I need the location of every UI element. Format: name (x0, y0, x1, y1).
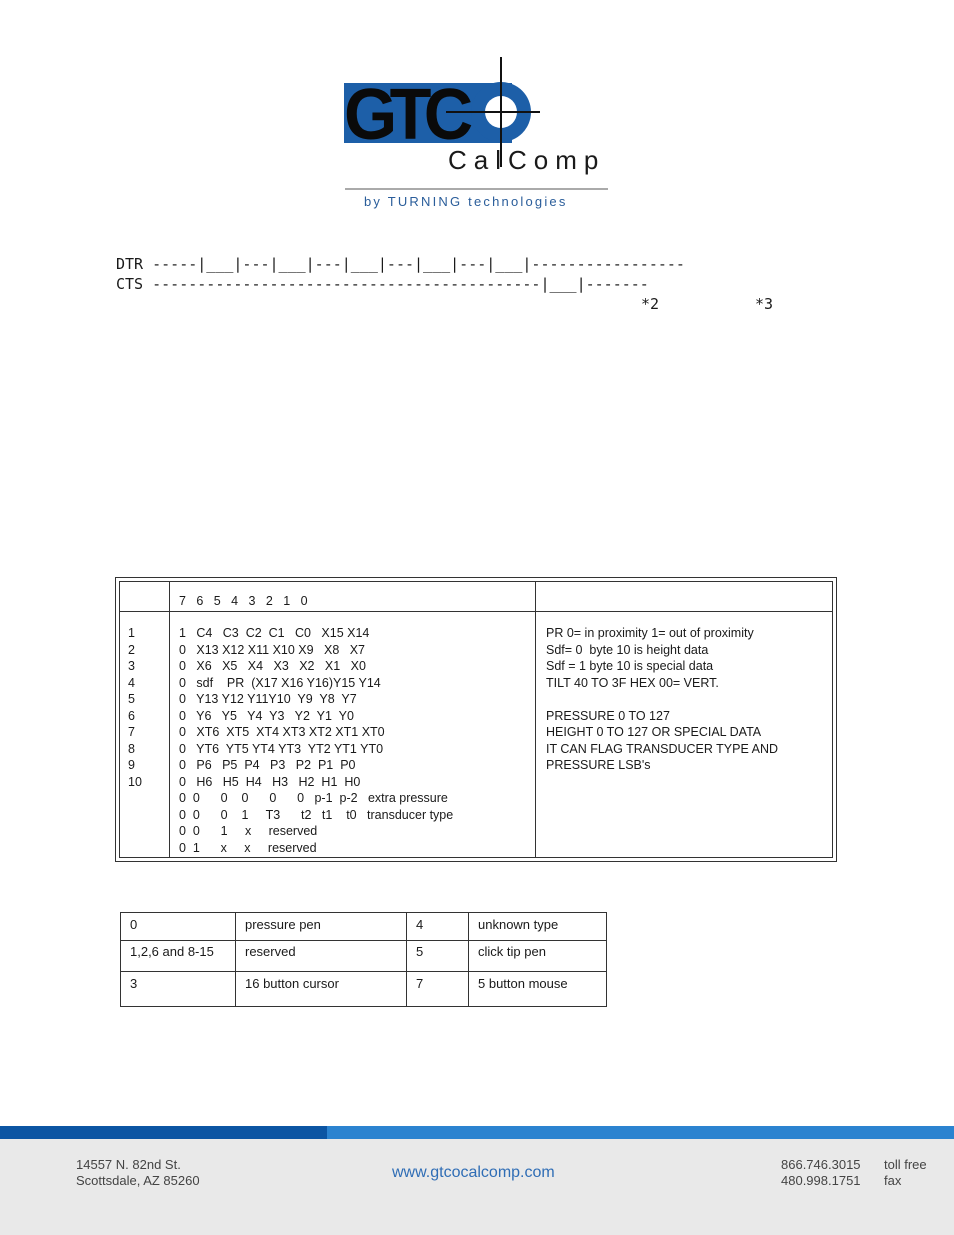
footer-color-bar (0, 1126, 954, 1139)
table-cell: 5 (416, 944, 424, 959)
footer-phone-toll-free: 866.746.3015 (781, 1157, 861, 1172)
bit-format-table-inner (119, 581, 833, 858)
footer-address-line-2: Scottsdale, AZ 85260 (76, 1173, 200, 1188)
footer-address-line-1: 14557 N. 82nd St. (76, 1157, 181, 1172)
table-cell: 0 (130, 917, 138, 932)
table-cell: 5 button mouse (478, 976, 568, 991)
table-divider (169, 582, 170, 857)
table-cell: 1,2,6 and 8-15 (130, 944, 214, 959)
footer-website-link[interactable]: www.gtcocalcomp.com (392, 1164, 555, 1181)
table-cell: 3 (130, 976, 138, 991)
logo-tagline: by TURNING technologies (364, 194, 568, 209)
table-cell: click tip pen (478, 944, 546, 959)
transducer-type-table (120, 912, 607, 1007)
table-divider (120, 611, 832, 612)
table-divider (235, 913, 236, 1006)
bit-rows: 1 C4 C3 C2 C1 C0 X15 X14 0 X13 X12 X11 X10 X9 X8 X7 0 X6 X5 X4 X3 X2 X1 X0 0 sdf PR (X17 X16 Y16)Y15 Y14 0 Y13 Y12 Y11Y10 Y9 Y8 Y7 0 Y6 Y5 Y4 Y3 Y2 Y1 Y0 0 XT6 XT5 XT4 XT3 XT2 XT1 XT0 0 YT6 YT5 YT4 YT3 YT2 YT1 YT0 0 P6 P5 P4 P3 P2 P1 P0 0 H6 H5 H4 H3 H2 H1 H0 0 0 0 0 0 0 p-1 p-2 extra pressure 0 0 0 1 T3 t2 t1 t0 transducer type 0 0 1 x reserved 0 1 x x reserved (179, 626, 454, 855)
table-divider (468, 913, 469, 1006)
table-cell: 4 (416, 917, 424, 932)
table-cell: reserved (245, 944, 296, 959)
company-logo (340, 55, 620, 215)
table-cell: 16 button cursor (245, 976, 339, 991)
bit-format-table (115, 577, 837, 862)
logo-gtc-text: GTC (344, 75, 466, 155)
table-divider (535, 582, 536, 857)
bit-notes: PR 0= in proximity 1= out of proximity Sdf= 0 byte 10 is height data Sdf = 1 byte 10 is special data TILT 40 TO 3F HEX 00= VERT. PRESSURE 0 TO 127 HEIGHT 0 TO 127 OR SPECIAL DATA IT CAN FLAG TRANSDUCER TYPE AND PRESSURE LSB's (546, 626, 778, 772)
bit-header: 7 6 5 4 3 2 1 0 (179, 594, 308, 608)
table-cell: pressure pen (245, 917, 321, 932)
table-divider (406, 913, 407, 1006)
table-divider (121, 940, 606, 941)
table-cell: 7 (416, 976, 424, 991)
table-divider (121, 971, 606, 972)
logo-calcomp-text: CalComp (448, 145, 606, 175)
timing-note-3: *3 (755, 295, 774, 313)
timing-cts-line: CTS -------------------------------------------|___|------- (116, 275, 649, 293)
footer-bar-light (327, 1126, 954, 1139)
byte-numbers: 1 2 3 4 5 6 7 8 9 10 (128, 626, 142, 789)
footer-bar-dark (0, 1126, 327, 1139)
footer-phone-fax: 480.998.1751 (781, 1173, 861, 1188)
timing-note-2: *2 (641, 295, 660, 313)
timing-dtr-line: DTR -----|___|---|___|---|___|---|___|---|___|----------------- (116, 255, 685, 273)
page-footer (0, 1139, 954, 1235)
footer-fax-label: fax (884, 1173, 902, 1188)
footer-toll-free-label: toll free (884, 1157, 927, 1172)
table-cell: unknown type (478, 917, 559, 932)
